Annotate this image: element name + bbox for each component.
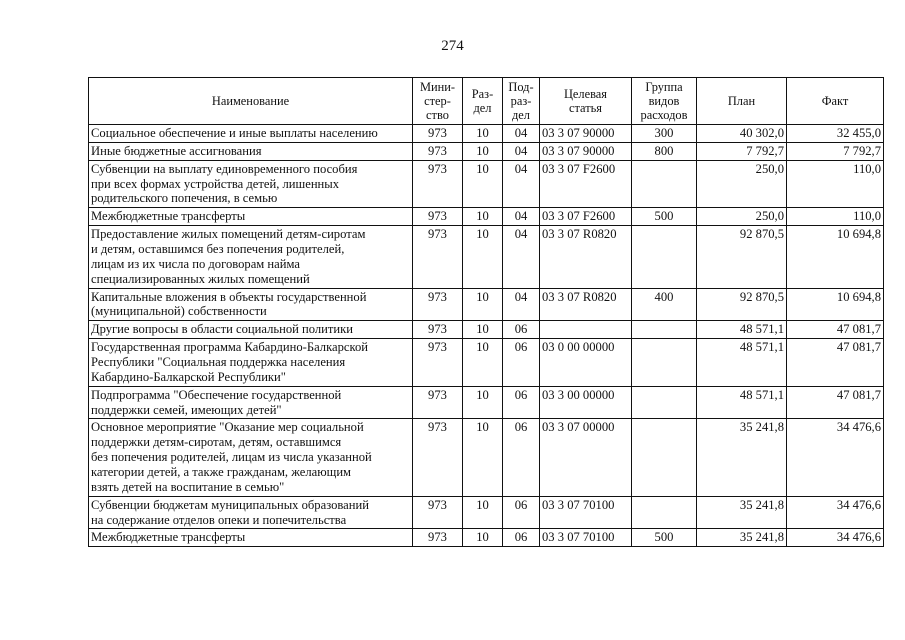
row-fact: 34 476,6 bbox=[787, 419, 884, 496]
row-target: 03 3 07 F2600 bbox=[540, 160, 632, 208]
row-fact: 32 455,0 bbox=[787, 125, 884, 143]
table-row bbox=[89, 226, 884, 288]
row-name-line: Межбюджетные трансферты bbox=[91, 209, 246, 224]
row-subsection: 04 bbox=[503, 208, 540, 226]
row-name bbox=[89, 226, 413, 288]
row-name bbox=[89, 529, 413, 547]
row-subsection: 06 bbox=[503, 339, 540, 387]
row-name-line: Социальное обеспечение и иные выплаты населению bbox=[91, 126, 378, 140]
header-row bbox=[89, 78, 884, 125]
row-subsection: 06 bbox=[503, 321, 540, 339]
header-subsection-line: раз- bbox=[510, 93, 532, 108]
row-section: 10 bbox=[463, 288, 503, 321]
row-plan: 250,0 bbox=[697, 160, 787, 208]
header-group bbox=[632, 78, 697, 125]
row-ministry: 973 bbox=[413, 386, 463, 419]
row-target: 03 3 07 90000 bbox=[540, 125, 632, 143]
row-target: 03 3 07 70100 bbox=[540, 529, 632, 547]
table-row bbox=[89, 419, 884, 496]
row-fact: 47 081,7 bbox=[787, 339, 884, 387]
row-name-line: поддержки семей, имеющих детей" bbox=[91, 402, 282, 417]
row-name-line: (муниципальной) собственности bbox=[91, 304, 267, 319]
header-ministry-line: Мини- bbox=[419, 79, 456, 94]
row-fact: 10 694,8 bbox=[787, 226, 884, 288]
row-ministry: 973 bbox=[413, 339, 463, 387]
header-subsection-line: дел bbox=[512, 108, 530, 123]
row-ministry: 973 bbox=[413, 321, 463, 339]
row-name-line: Государственная программа Кабардино-Балкарской bbox=[91, 340, 369, 355]
row-name-line: Другие вопросы в области социальной политики bbox=[91, 322, 354, 337]
row-group bbox=[632, 419, 697, 496]
row-name-line: Капитальные вложения в объекты государственной bbox=[91, 289, 367, 304]
row-plan: 250,0 bbox=[697, 208, 787, 226]
row-name-line: Субвенции бюджетам муниципальных образований bbox=[91, 497, 369, 512]
row-fact: 110,0 bbox=[787, 160, 884, 208]
row-plan: 7 792,7 bbox=[697, 142, 787, 160]
row-ministry: 973 bbox=[413, 529, 463, 547]
page-number: 274 bbox=[441, 38, 464, 54]
budget-table bbox=[88, 77, 884, 547]
header-plan: План bbox=[697, 78, 787, 125]
header-target-line: статья bbox=[568, 101, 602, 115]
row-section: 10 bbox=[463, 496, 503, 529]
row-name-line: поддержки детям-сиротам, детям, оставшимся bbox=[91, 435, 342, 450]
row-ministry: 973 bbox=[413, 142, 463, 160]
row-target: 03 3 00 00000 bbox=[540, 386, 632, 419]
row-plan: 35 241,8 bbox=[697, 529, 787, 547]
row-section: 10 bbox=[463, 160, 503, 208]
row-fact: 10 694,8 bbox=[787, 288, 884, 321]
row-subsection: 06 bbox=[503, 529, 540, 547]
row-name bbox=[89, 125, 413, 143]
header-group-line: Группа bbox=[645, 79, 683, 94]
row-target: 03 3 07 00000 bbox=[540, 419, 632, 496]
table-row bbox=[89, 529, 884, 547]
row-name-line: Предоставление жилых помещений детям-сиротам bbox=[91, 227, 366, 242]
table-row bbox=[89, 208, 884, 226]
table-row bbox=[89, 321, 884, 339]
row-name-line: Иные бюджетные ассигнования bbox=[91, 143, 262, 158]
row-plan: 92 870,5 bbox=[697, 226, 787, 288]
header-target-line: Целевая bbox=[563, 86, 608, 101]
table-row bbox=[89, 160, 884, 208]
row-section: 10 bbox=[463, 321, 503, 339]
row-group bbox=[632, 226, 697, 288]
row-name-line: без попечения родителей, лицам из числа указанной bbox=[91, 450, 372, 465]
row-plan: 48 571,1 bbox=[697, 386, 787, 419]
row-subsection: 04 bbox=[503, 142, 540, 160]
header-ministry bbox=[413, 78, 463, 125]
row-plan: 48 571,1 bbox=[697, 339, 787, 387]
table-row bbox=[89, 125, 884, 143]
row-name-line: специализированных жилых помещений bbox=[91, 271, 310, 286]
row-name-line: и детям, оставшимся без попечения родителей, bbox=[91, 242, 345, 257]
row-section: 10 bbox=[463, 208, 503, 226]
row-target: 03 3 07 F2600 bbox=[540, 208, 632, 226]
row-ministry: 973 bbox=[413, 288, 463, 321]
header-ministry-line: стер- bbox=[424, 93, 451, 108]
row-target: 03 3 07 R0820 bbox=[540, 226, 632, 288]
row-name-line: Республики "Социальная поддержка населения bbox=[91, 355, 346, 370]
row-name bbox=[89, 496, 413, 529]
row-name-line: категории детей, а также гражданам, желающим bbox=[91, 465, 352, 480]
row-group bbox=[632, 160, 697, 208]
row-name-line: родительского попечения, в семью bbox=[91, 191, 278, 206]
row-fact: 34 476,6 bbox=[787, 496, 884, 529]
row-target: 03 3 07 70100 bbox=[540, 496, 632, 529]
header-fact: Факт bbox=[787, 78, 884, 125]
row-group bbox=[632, 321, 697, 339]
row-subsection: 06 bbox=[503, 496, 540, 529]
row-fact: 7 792,7 bbox=[787, 142, 884, 160]
row-subsection: 04 bbox=[503, 125, 540, 143]
row-subsection: 04 bbox=[503, 160, 540, 208]
row-group: 500 bbox=[632, 529, 697, 547]
header-target bbox=[540, 78, 632, 125]
row-name-line: на содержание отделов опеки и попечительства bbox=[91, 512, 347, 527]
row-group bbox=[632, 386, 697, 419]
row-ministry: 973 bbox=[413, 419, 463, 496]
row-target: 03 0 00 00000 bbox=[540, 339, 632, 387]
row-group: 400 bbox=[632, 288, 697, 321]
row-name bbox=[89, 339, 413, 387]
row-subsection: 04 bbox=[503, 226, 540, 288]
row-name-line: Субвенции на выплату единовременного пособия bbox=[91, 161, 358, 176]
row-ministry: 973 bbox=[413, 226, 463, 288]
row-name bbox=[89, 419, 413, 496]
row-section: 10 bbox=[463, 142, 503, 160]
row-target bbox=[540, 321, 632, 339]
row-section: 10 bbox=[463, 386, 503, 419]
row-group: 500 bbox=[632, 208, 697, 226]
row-name bbox=[89, 386, 413, 419]
row-section: 10 bbox=[463, 339, 503, 387]
header-group-line: расходов bbox=[640, 108, 688, 123]
row-name-line: лицам из их числа по договорам найма bbox=[91, 256, 300, 271]
row-fact: 47 081,7 bbox=[787, 386, 884, 419]
header-section bbox=[463, 78, 503, 125]
table-row bbox=[89, 339, 884, 387]
row-target: 03 3 07 90000 bbox=[540, 142, 632, 160]
row-plan: 40 302,0 bbox=[697, 125, 787, 143]
table-row bbox=[89, 386, 884, 419]
header-name: Наименование bbox=[89, 78, 413, 125]
header-group-line: видов bbox=[648, 93, 680, 108]
row-name bbox=[89, 321, 413, 339]
row-name-line: взять детей на воспитание в семью" bbox=[91, 479, 285, 494]
row-fact: 34 476,6 bbox=[787, 529, 884, 547]
row-ministry: 973 bbox=[413, 496, 463, 529]
row-name-line: Кабардино-Балкарской Республики" bbox=[91, 369, 286, 384]
row-name bbox=[89, 160, 413, 208]
row-name-line: Подпрограмма "Обеспечение государственной bbox=[91, 387, 342, 402]
row-section: 10 bbox=[463, 529, 503, 547]
header-section-line: дел bbox=[473, 101, 492, 115]
row-group bbox=[632, 496, 697, 529]
row-plan: 35 241,8 bbox=[697, 419, 787, 496]
row-target: 03 3 07 R0820 bbox=[540, 288, 632, 321]
row-plan: 48 571,1 bbox=[697, 321, 787, 339]
row-ministry: 973 bbox=[413, 125, 463, 143]
header-section-line: Раз- bbox=[471, 86, 494, 101]
row-subsection: 06 bbox=[503, 419, 540, 496]
row-name bbox=[89, 288, 413, 321]
row-subsection: 04 bbox=[503, 288, 540, 321]
row-subsection: 06 bbox=[503, 386, 540, 419]
row-name-line: при всех формах устройства детей, лишенных bbox=[91, 176, 340, 191]
row-plan: 35 241,8 bbox=[697, 496, 787, 529]
header-subsection bbox=[503, 78, 540, 125]
row-section: 10 bbox=[463, 419, 503, 496]
row-name bbox=[89, 142, 413, 160]
table-row bbox=[89, 288, 884, 321]
row-group: 800 bbox=[632, 142, 697, 160]
header-ministry-line: ство bbox=[426, 108, 449, 123]
row-section: 10 bbox=[463, 226, 503, 288]
row-name bbox=[89, 208, 413, 226]
row-name-line: Основное мероприятие "Оказание мер социальной bbox=[91, 420, 364, 435]
row-fact: 47 081,7 bbox=[787, 321, 884, 339]
header-subsection-line: Под- bbox=[508, 79, 534, 94]
table-row bbox=[89, 496, 884, 529]
row-name-line: Межбюджетные трансферты bbox=[91, 530, 246, 545]
row-group: 300 bbox=[632, 125, 697, 143]
row-fact: 110,0 bbox=[787, 208, 884, 226]
row-ministry: 973 bbox=[413, 208, 463, 226]
row-section: 10 bbox=[463, 125, 503, 143]
table-row bbox=[89, 142, 884, 160]
row-plan: 92 870,5 bbox=[697, 288, 787, 321]
row-group bbox=[632, 339, 697, 387]
row-ministry: 973 bbox=[413, 160, 463, 208]
table-body bbox=[89, 125, 884, 547]
